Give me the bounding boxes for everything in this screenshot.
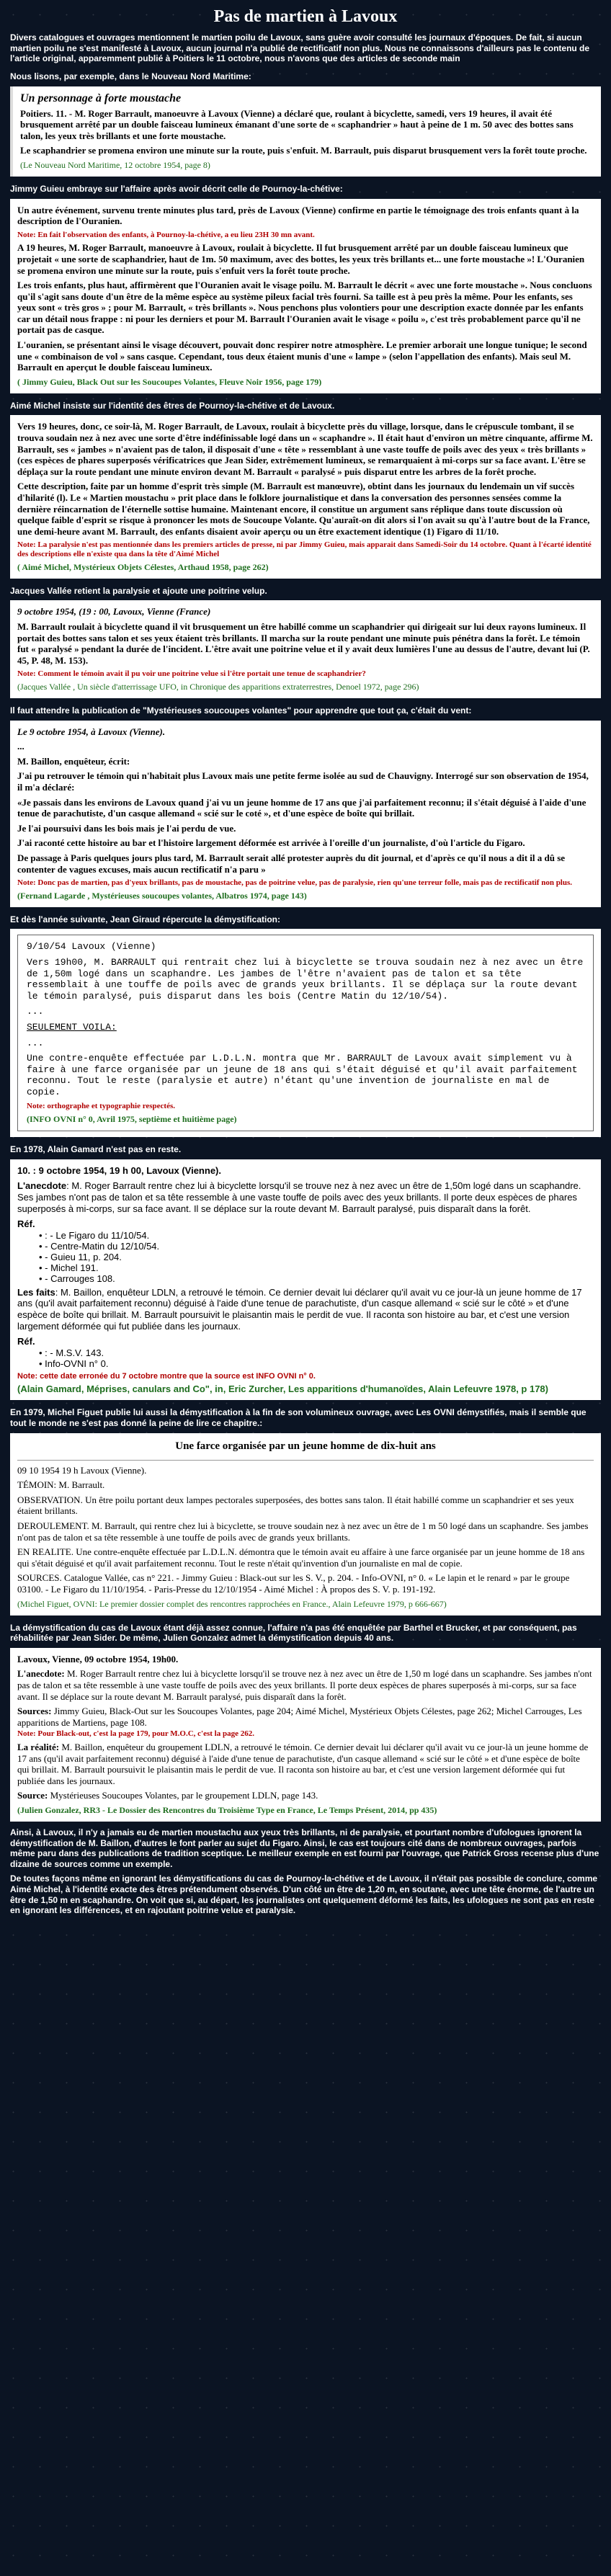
quote-citation: (Michel Figuet, OVNI: Le premier dossier complet des rencontres rapprochées en France., Alain Lefeuvre 1979, p 666-667) xyxy=(17,1598,447,1609)
quote-lagarde xyxy=(10,721,601,907)
quote-figuet xyxy=(10,1433,601,1615)
quote-heading: 10. : 9 octobre 1954, 19 h 00, Lavoux (Vienne). xyxy=(17,1164,221,1176)
divider xyxy=(17,1460,594,1461)
section-2-lead: Jimmy Guieu embraye sur l'affaire après avoir décrit celle de Pournoy-la-chétive: xyxy=(10,183,343,194)
quote-citation: (INFO OVNI n° 0, Avril 1975, septième et huitième page) xyxy=(27,1114,237,1125)
anecdote-label: L'anecdote: xyxy=(17,1668,65,1680)
anecdote-label: L'anecdote xyxy=(17,1180,67,1192)
quote-citation: (Le Nouveau Nord Maritime, 12 octobre 1954, page 8) xyxy=(20,159,210,170)
quote-paragraph: Je l'ai poursuivi dans les bois mais je l'ai perdu de vue. xyxy=(17,822,236,834)
section-9-lead: La démystification du cas de Lavoux étant déjà assez connue, l'affaire n'a pas été enquêtée par Barthel et Brucker, et par conséquent, pas réhabilitée par Jean Sider. De même, Julien Gonzalez admet la démystification depuis 40 ans. xyxy=(10,1622,577,1644)
quote-info-ovni xyxy=(10,929,601,1137)
quote-heading: 9 octobre 1954, (19 : 00, Lavoux, Vienne (France) xyxy=(17,606,211,618)
quote-citation: (Fernand Lagarde , Mystérieuses soucoupes volantes, Albatros 1974, page 143) xyxy=(17,890,307,901)
ref-item: • - Michel 191. xyxy=(39,1262,594,1273)
editor-note: Note: orthographe et typographie respectés. xyxy=(27,1102,176,1111)
refs-heading xyxy=(17,1336,594,1347)
sources-label: Sources: xyxy=(17,1706,52,1717)
page xyxy=(10,0,601,1916)
editor-note: Note: Comment le témoin avait il pu voir une poitrine velue si l'être portait une tenue de scaphandrier? xyxy=(17,669,366,679)
quote-heading: Une farce organisée par un jeune homme de dix-huit ans xyxy=(175,1440,436,1452)
quote-paragraph xyxy=(17,1287,594,1332)
quote-paragraph: Poitiers. 11. - M. Roger Barrault, manoeuvre à Lavoux (Vienne) a déclaré que, roulant à bicyclette, samedi, vers 19 heures, il avait été brusquement arrêté par un double faisceau lumineux émanant d'une sorte de « scaphandrier » haut à peine de 1 m. 50 avec des bottes sans talon, les yeux très brillants et une forte moustache. xyxy=(20,107,574,141)
outro-text: De toutes façons même en ignorant les démystifications du cas de Pournoy-la-chétive et de Lavoux, il n'était pas possible de conclure, comme Aimé Michel, à l'identité exacte des êtres prétendument observés. D'un côté un être de 1,20 m, en soutane, avec une tête énorme, de l'autre un être de 1,50 m en scaphandre. On voit que si, au départ, les journalistes ont quelquement déformé les faits, les ufologues ne sont pas en reste en ignorant les différences, et en rajoutant poitrine velue et paralysie. xyxy=(10,1873,598,1916)
quote-paragraph: ... xyxy=(17,741,24,752)
editor-note: Note: Pour Black-out, c'est la page 179, pour M.O.C, c'est la page 262. xyxy=(17,1729,254,1739)
quote-paragraph: De passage à Paris quelques jours plus tard, M. Barrault serait allé protester auprès du dit journal, et d'après ce qu'il nous a dit il a dû se contenter de vagues excuses, mais aucun rectificatif n'a paru » xyxy=(17,852,566,875)
quote-jacques-vallee xyxy=(10,600,601,698)
quote-paragraph xyxy=(17,1790,594,1801)
quote-citation: (Alain Gamard, Méprises, canulars and Co", in, Eric Zurcher, Les apparitions d'humanoïdes, Alain Lefeuvre 1978, p 178) xyxy=(17,1383,548,1395)
editor-note: Note: La paralysie n'est pas mentionnée dans les premiers articles de presse, ni par Jimmy Guieu, mais apparait dans Samedi-Soir du 14 octobre. Quant à l'écarté identité des descriptions elle n'existe qua dans la tête d'Aimé Michel xyxy=(17,540,592,559)
quote-paragraph: Vers 19h00, M. BARRAULT qui rentrait chez lui à bicyclette se trouva soudain nez à nez avec un être de 1,50m logé dans un scaphandre. Les jambes de l'être n'avaient pas de talon et sa tête ressemblait à une touffe de poils avec de grands yeux brillants. Il se déplaça sur la route devant le témoin paralysé, puis disparut dans les bois (Centre Matin du 12/10/54). xyxy=(27,956,584,1002)
ref-item: • - Centre-Matin du 12/10/54. xyxy=(39,1241,594,1252)
sources-text: Jimmy Guieu, Black-Out sur les Soucoupes Volantes, page 204; Aimé Michel, Mystérieux Objets Célestes, page 262; Michel Carrouges, Les apparitions de Martiens, page 108. xyxy=(17,1706,582,1728)
quote-citation: (Julien Gonzalez, RR3 - Le Dossier des Rencontres du Troisième Type en France, Le Temps Présent, 2014, pp 435) xyxy=(17,1804,437,1815)
quote-heading: Lavoux, Vienne, 09 octobre 1954, 19h00. xyxy=(17,1653,179,1664)
refs-list xyxy=(39,1347,594,1369)
section-5-lead: Il faut attendre la publication de "Mystérieuses soucoupes volantes" pour apprendre que tout ça, c'était du vent: xyxy=(10,705,472,716)
page-title: Pas de martien à Lavoux xyxy=(213,7,398,26)
quote-paragraph: Cette description, faite par un homme d'esprit très simple (M. Barrault est manœuvre), obtint dans les journaux du lendemain un vif succès d'hilarité (l). Le « Martien moustachu » prit place dans le folklore journalistique et dans la conversation des personnes sensées comme la dernière réincarnation de l'éternelle sottise humaine. Maintenant encore, il constitue un argument sans réplique dans toute discussion où quelque faible d'esprit se risque à prononcer les mots de Soucoupe Volante. Qu'auraît-on dit alors si l'on avait su qu'à l'autre bout de la France, une demi-heure avant M. Barrault, des enfants disaient avoir aperçu ou un être exactement identique (1) Figaro di 11/10. xyxy=(17,481,590,537)
editor-note: Note: Donc pas de martien, pas d'yeux brillants, pas de moustache, pas de poitrine velue, pas de paralysie, rien qu'une terreur folle, mais pas de rectificatif non plus. xyxy=(17,878,573,888)
ref-item: • : - Le Figaro du 11/10/54. xyxy=(39,1230,594,1241)
quote-paragraph: A 19 heures, M. Roger Barrault, manoeuvre à Lavoux, roulait à bicyclette. Il fut brusquement arrêté par un double faisceau lumineux que projetait « une sorte de scaphandrier, haut de 1m. 50 maximum, avec des bottes, les yeux très brillants et... une forte moustache »! L'Ouranien se promena environ une minute sur la route, puis s'enfuit vers la forêt toute proche. xyxy=(17,242,585,276)
quote-paragraph: Une contre-enquête effectuée par L.D.L.N. montra que Mr. BARRAULT de Lavoux avait simplement vu à faire à une farce organisée par un jeune de 18 ans qui s'était déguisé et qu'il avait parfaitement reconnu. Tout le reste (paralysie et autre) n'étant qu'une invention de journaliste en mal de copie. xyxy=(27,1053,578,1097)
quote-paragraph: Les trois enfants, plus haut, affirmèrent que l'Ouranien avait le visage poilu. M. Barrault le décrit « avec une forte moustache ». Nous concluons qu'il s'agit sans doute d'un être de la même espèce au système pileux facial très fourni. Sa taille est à peu près la même. Pour les enfants, ses yeux sont « très gros » ; pour M. Barrault, « très brillants ». Nous penchons plus volontiers pour une description exacte donnée par les enfants car un détail nous frappe : ni pour les derniers et pour M. Barrault l'Ouranien avait le visage « poilu », c'est très probablement parce qu'il ne portait pas de casque. xyxy=(17,280,592,336)
quote-paragraph xyxy=(17,1742,594,1786)
faits-label: Les faits xyxy=(17,1286,55,1298)
quote-paragraph: J'ai pu retrouver le témoin qui n'habitait plus Lavoux mais une petite ferme isolée au sud de Chauvigny. Interrogé sur son observation de 1954, il m'a déclaré: xyxy=(17,770,589,793)
ellipsis: ... xyxy=(27,1006,44,1017)
typewritten-box xyxy=(17,935,594,1131)
reality-label: La réalité: xyxy=(17,1741,60,1752)
quote-citation: ( Aimé Michel, Mystérieux Objets Célestes, Arthaud 1958, page 262) xyxy=(17,561,269,572)
quote-paragraph xyxy=(17,1668,594,1702)
quote-jimmy-guieu xyxy=(10,199,601,393)
quote-paragraph xyxy=(17,1180,594,1214)
quote-paragraph xyxy=(17,1706,594,1728)
editor-note: Note: En fait l'observation des enfants, à Pournoy-la-chétive, a eu lieu 23H 30 mn avant. xyxy=(17,230,315,239)
section-7-lead: En 1978, Alain Gamard n'est pas en reste. xyxy=(10,1144,182,1155)
outro-text: Ainsi, à Lavoux, il n'y a jamais eu de martien moustachu aux yeux très brillants, ni de paralysie, et pourtant nombre d'ufologues ignorent la démystification de M. Baillon, d'autres le font parler au sujet du Figaro. Ainsi, le cas est toujours cité dans de nombreux ouvrages, parfois même paru dans des publications de tradition sceptique. Le meilleur exemple en est fourni par l'ouvrage, que Patrick Gross recense plus d'une dizaine de sources comme un exemple. xyxy=(10,1827,599,1869)
quote-label: SEULEMENT VOILA: xyxy=(27,1021,117,1033)
quote-paragraph: EN REALITE. Une contre-enquête effectuée par L.D.L.N. démontra que le témoin avait eu affaire à une farce organisée par un jeune homme de 18 ans qui s'était déguisé et qu'il avait parfaitement reconnu. Tout le reste n'était qu'invention d'un journaliste en mal de copie. xyxy=(17,1546,585,1569)
source-label: Source: xyxy=(17,1790,48,1801)
quote-paragraph: OBSERVATION. Un être poilu portant deux lampes pectorales superposées, des bottes sans talon. Il était habillé comme un scaphandrier et ses yeux étaient brillants. xyxy=(17,1494,574,1517)
quote-paragraph: SOURCES. Catalogue Vallée, cas n° 221. - Jimmy Guieu : Black-out sur les S. V., p. 204. - Info-OVNI, n° 0. « Le lapin et le renard » par le groupe 03100. - Le Figaro du 11/10/1954. - Paris-Presse du 12/10/1954 - Aimé Michel : À propos des S. V. p. 191-192. xyxy=(17,1572,570,1595)
faits-text: : M. Baillon, enquêteur LDLN, a retrouvé le témoin. Ce dernier devait lui déclarer qu'il avait vu ce jour-là un jeune homme de 17 ans (qu'il avait parfaitement reconnu) déguisé à l'aide d'une tenue de parachutiste, d'un casque allemand « scié sur le côté » et d'une espèce de boîte qui brillait. M. Barrault poursuivit le plaisantin mais le perdit de vue. Il raconta son histoire au bar, et c'est une version largement déformée qui fut publiée dans les journaux. xyxy=(17,1286,582,1332)
quote-heading: 9/10/54 Lavoux (Vienne) xyxy=(27,941,156,953)
ref-item: • - Guieu 11, p. 204. xyxy=(39,1252,594,1262)
section-3-lead: Aimé Michel insiste sur l'identité des êtres de Pournoy-la-chétive et de Lavoux. xyxy=(10,400,335,411)
section-8-lead: En 1979, Michel Figuet publie lui aussi la démystification à la fin de son volumineux ouvrage, avec Les OVNI démystifiés, mais il semble que tout le monde ne s'est pas donné la peine de lire ce chapitre.: xyxy=(10,1407,587,1428)
anecdote-text: M. Roger Barrault rentre chez lui à bicyclette lorsqu'il se trouve nez à nez avec un être de 1,50 m logé dans un scaphandre. Ses jambes n'ont pas de talon et sa tête ressemble à une vaste touffe de poils avec des yeux brillants. Il porte deux espèces de phares superposés à mi-corps, sur sa face avant. Il se déplace sur la route devant M. Barrault paralysé, puis disparaît dans la forêt. xyxy=(17,1668,592,1702)
refs-label: Réf. xyxy=(17,1336,35,1347)
quote-gonzalez xyxy=(10,1648,601,1822)
refs-heading xyxy=(17,1218,594,1230)
quote-paragraph: Vers 19 heures, donc, ce soir-là, M. Roger Barrault, de Lavoux, roulait à bicyclette près du village, lorsque, dans le crépuscule tombant, il se trouva soudain nez à nez avec une sorte d'être indéfinissable logé dans un « scaphandre ». Il était haut d'environ un mètre cinquante, affirme M. Barrault, ses « jambes » n'avaient pas de talon, il disposait d'une « tête » ressemblant à une vaste touffe de poils avec des yeux « très brillants » (ces espèces de phares superposés vérificatrices que Jean Sider, extrêmement lumineux, se remarquaient à mi-corps sur sa face avant. L'être se déplaça sur la route pendant une minute environ devant M. Barrault « paralysé » puis disparut entre les arbres de la forêt proche. xyxy=(17,421,593,477)
quote-paragraph: Un autre événement, survenu trente minutes plus tard, près de Lavoux (Vienne) confirme en partie le témoignage des trois enfants quant à la description de l'Ouranien. xyxy=(17,204,579,227)
ellipsis: ... xyxy=(27,1037,44,1048)
quote-heading: Un personnage à forte moustache xyxy=(20,92,182,104)
ref-item: • - Carrouges 108. xyxy=(39,1273,594,1284)
quote-paragraph: DEROULEMENT. M. Barrault, qui rentre chez lui à bicyclette, se trouve soudain nez à nez avec un être de 1 m 50 logé dans un scaphandre. Ses jambes n'ont pas de talon et sa tête ressemble à une touffe de poils avec de grands yeux brillants. xyxy=(17,1520,589,1543)
quote-paragraph: TÉMOIN: M. Barrault. xyxy=(17,1479,105,1491)
quote-paragraph: J'ai raconté cette histoire au bar et l'histoire largement déformée est arrivée à l'oreille d'un journaliste, d'où l'article du Figaro. xyxy=(17,837,525,849)
ref-item: • : - M.S.V. 143. xyxy=(39,1347,594,1358)
quote-paragraph: L'ouranien, se présentant ainsi le visage découvert, pouvait donc respirer notre atmosphère. Le premier arborait une longue tunique; le second une « combinaison de vol » sans casque. Cependant, tous deux étaient munis d'une « lampe » (selon l'appellation des enfants). Mais seul M. Barrault en aperçut le double faisceau lumineux. xyxy=(17,339,587,373)
section-4-lead: Jacques Vallée retient la paralysie et ajoute une poitrine velup. xyxy=(10,585,267,596)
quote-paragraph: 09 10 1954 19 h Lavoux (Vienne). xyxy=(17,1464,147,1476)
refs-label: Réf. xyxy=(17,1218,35,1230)
section-6-lead: Et dès l'année suivante, Jean Giraud répercute la démystification: xyxy=(10,914,280,924)
quote-paragraph: M. Barrault roulait à bicyclette quand il vit brusquement un être habillé comme un scaphandrier qui dirigeait sur lui deux rayons lumineux. Il portait des bottes sans talon et ses yeux étaient très brillants. Il marcha sur la route pendant une minute puis pénétra dans la forêt. Le témoin fut « paralysé » pendant la durée de l'incident. L'être avait une poitrine velue et il y avait deux lumières l'une au dessus de l'autre, devant lui (P. 45, P. 48, M. 153). xyxy=(17,620,590,666)
refs-list xyxy=(39,1230,594,1284)
quote-gamard xyxy=(10,1159,601,1401)
quote-heading: Le 9 octobre 1954, à Lavoux (Vienne). xyxy=(17,726,166,737)
ref-item: • Info-OVNI n° 0. xyxy=(39,1358,594,1369)
quote-nouveau-nord-maritime xyxy=(10,86,601,177)
source-text: Mystérieuses Soucoupes Volantes, par le groupement LDLN, page 143. xyxy=(50,1790,318,1801)
quote-paragraph: Le scaphandrier se promena environ une minute sur la route, puis s'enfuit. M. Barrault, puis disparut brusquement vers la forêt toute proche. xyxy=(20,145,587,156)
anecdote-text: : M. Roger Barrault rentre chez lui à bicyclette lorsqu'il se trouve nez à nez avec un être de 1,50m logé dans un scaphandre. Ses jambes n'ont pas de talon et sa tête ressemble à une vaste touffe de poils avec des yeux brillants. Il porte deux espèces de phares superposés à mi-corps, sur sa face avant. Il se déplace sur la route devant M. Barrault paralysé, puis disparaît dans la forêt. xyxy=(17,1180,581,1214)
quote-citation: ( Jimmy Guieu, Black Out sur les Soucoupes Volantes, Fleuve Noir 1956, page 179) xyxy=(17,376,322,387)
reality-text: M. Baillon, enquêteur du groupement LDLN, a retrouvé le témoin. Ce dernier devait lui déclarer qu'il avait vu ce jour-là un jeune homme de 17 ans (qu'il avait parfaitement reconnu) déguisé à l'aide d'une tenue de parachutiste, d'un casque allemand « scié sur le côté » et d'une espèce de boîte qui brillait. M. Barrault poursuivit le plaisantin mais le perdit de vue. Il raconta son histoire au bar, et c'est une version largement déformée qui fut publiée dans les journaux. xyxy=(17,1741,589,1786)
quote-paragraph: M. Baillon, enquêteur, écrit: xyxy=(17,755,130,767)
quote-citation: (Jacques Vallée , Un siècle d'atterrissage UFO, in Chronique des apparitions extraterrestres, Denoel 1972, page 296) xyxy=(17,681,419,692)
section-1-lead: Nous lisons, par exemple, dans le Nouveau Nord Maritime: xyxy=(10,71,251,81)
intro-text: Divers catalogues et ouvrages mentionnent le martien poilu de Lavoux, sans guère avoir consulté les journaux d'époques. De fait, si aucun martien poilu ne s'est manifesté à Lavoux, aucun journal n'a publié de rectificatif non plus. Nous ne connaissons d'ailleurs pas le contenu de l'article original, apparemment publié à Poitiers le 11 octobre, nous n'avons que des articles de seconde main xyxy=(10,32,590,64)
quote-paragraph: «Je passais dans les environs de Lavoux quand j'ai vu un jeune homme de 17 ans que j'ai parfaitement reconnu; il s'était déguisé à l'aide d'une tenue de parachutiste, d'un casque allemand « scié sur le coté », et d'une espèce de boîte qui brillait. xyxy=(17,796,587,819)
editor-note: Note: cette date erronée du 7 octobre montre que la source est INFO OVNI n° 0. xyxy=(17,1371,316,1381)
quote-aime-michel xyxy=(10,415,601,578)
